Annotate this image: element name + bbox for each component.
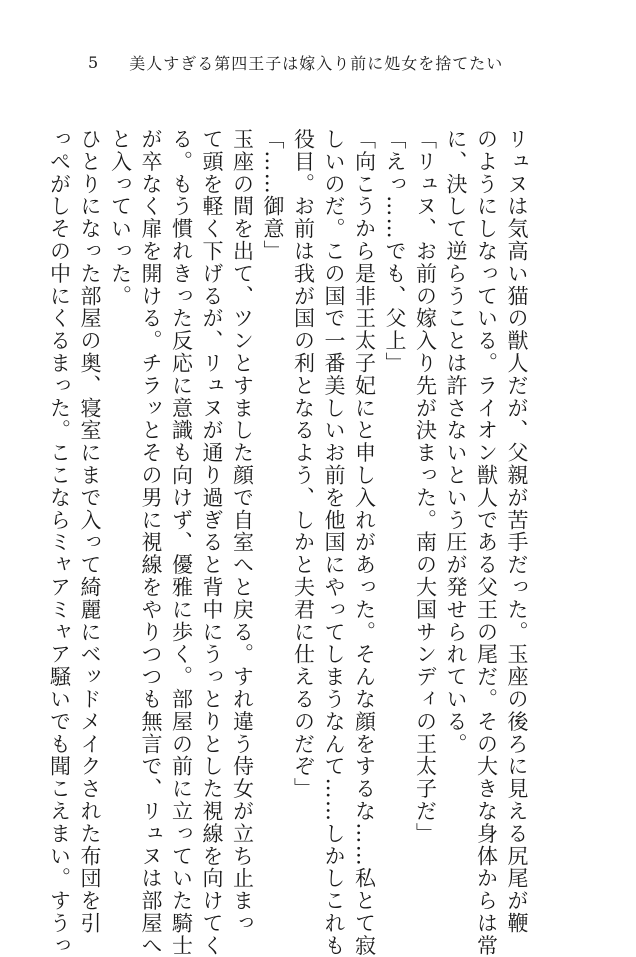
- text-line: が卒なく扉を開ける。チラッとその男に視線をやりつつも無言で、リュヌは部屋へ: [139, 128, 163, 957]
- text-line: る。もう慣れきった反応に意識も向けず、優雅に歩く。部屋の前に立っていた騎士: [169, 128, 194, 957]
- text-line: 「向こうから是非王太子妃にと申し入れがあった。そんな顔をするな……私とて寂: [352, 128, 377, 957]
- running-head: [88, 51, 503, 74]
- page-number: 5: [88, 53, 100, 72]
- text-line: 役目。お前は我が国の利となるよう、しかと夫君に仕えるのだぞ」: [291, 128, 316, 800]
- text-line: 「……御意」: [261, 128, 285, 263]
- text-line: に、決して逆らうことは許さないという圧が発せられている。: [444, 128, 468, 756]
- text-line: リュヌは気高い猫の獣人だが、父親が苦手だった。玉座の後ろに見える尻尾が鞭: [505, 128, 529, 935]
- text-line: しいのだ。この国で一番美しいお前を他国にやってしまうなんて……しかしこれも: [322, 128, 346, 957]
- text-line: っぺがしその中にくるまった。ここならミャアミャア騒いでも聞こえまい。すうっ: [47, 128, 72, 957]
- text-line: ひとりになった部屋の奥、寝室にまで入って綺麗にベッドメイクされた布団を引: [78, 128, 102, 935]
- text-line: 「えっ……でも、父上」: [383, 128, 407, 375]
- text-line: 玉座の間を出て、ツンとすました顔で自室へと戻る。すれ違う侍女が立ち止まっ: [230, 128, 255, 935]
- text-line: 「リュヌ、お前の嫁入り先が決まった。南の大国サンディの王太子だ」: [413, 128, 438, 845]
- book-title: 美人すぎる第四王子は嫁入り前に処女を捨てたい: [129, 54, 504, 73]
- text-line: と入っていった。: [108, 128, 133, 308]
- text-line: のようにしなっている。ライオン獣人である父王の尾だ。その大きな身体からは常: [474, 128, 499, 957]
- body-text: [47, 128, 532, 957]
- text-line: て頭を軽く下げるが、リュヌが通り過ぎると背中にうっとりとした視線を向けてく: [200, 128, 224, 957]
